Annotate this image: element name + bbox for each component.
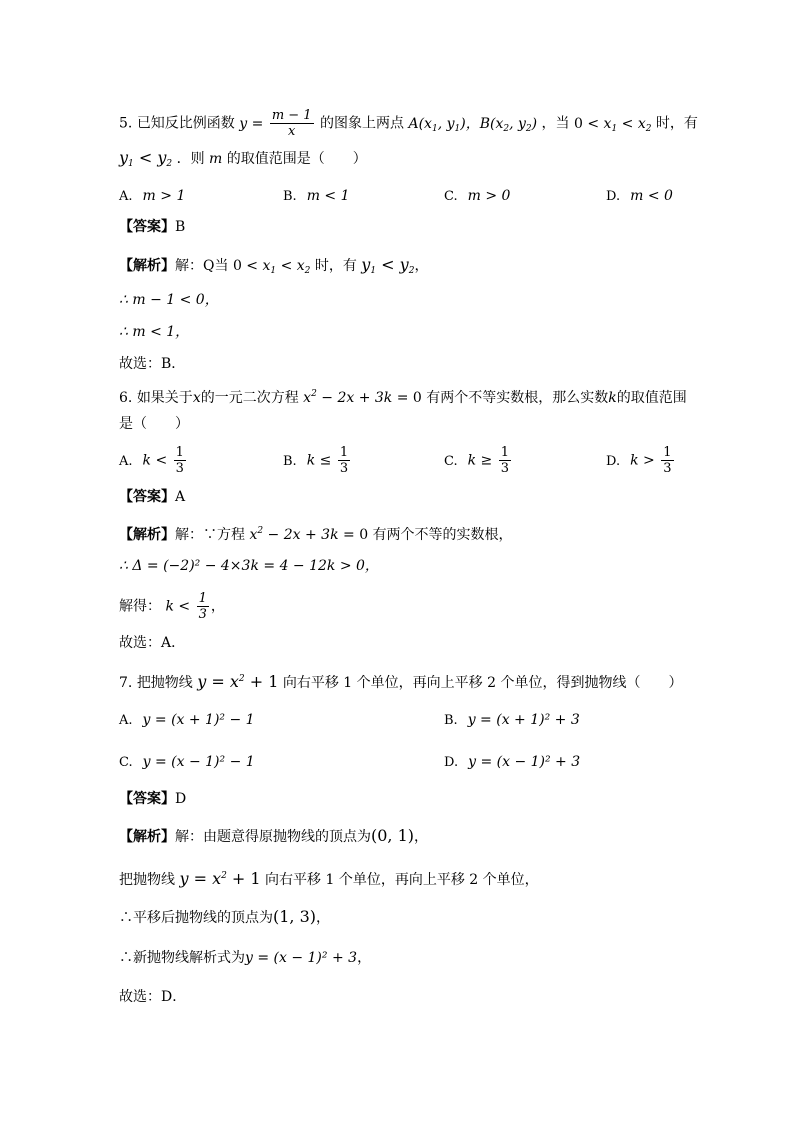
q6-stem-line2: 是（ ） bbox=[119, 416, 189, 432]
fraction-numerator: 1 bbox=[339, 445, 349, 460]
analysis-text-2: 时，有 bbox=[314, 258, 357, 274]
q7-option-b bbox=[444, 710, 580, 731]
q7-answer bbox=[119, 789, 186, 809]
q5-option-c bbox=[444, 186, 510, 207]
analysis-comma: ， bbox=[316, 910, 331, 926]
q5-conclusion: 故选：B． bbox=[119, 356, 186, 372]
q5-option-b bbox=[283, 186, 350, 207]
q7-option-a bbox=[119, 710, 255, 731]
option-label: D. bbox=[606, 189, 621, 204]
option-label: B. bbox=[444, 713, 458, 728]
option-text: y = (x − 1)² + 3 bbox=[468, 754, 581, 770]
option-label: C. bbox=[119, 755, 133, 770]
fraction-denominator: 3 bbox=[500, 461, 510, 476]
q5-fraction bbox=[270, 108, 314, 139]
fraction-numerator: 1 bbox=[175, 445, 184, 460]
fraction-denominator: 3 bbox=[198, 607, 207, 622]
q7-option-c bbox=[119, 752, 255, 773]
q7-conclusion: 故选：D． bbox=[119, 989, 187, 1005]
one-third-fraction bbox=[197, 591, 209, 622]
option-text: y = (x + 1)² + 3 bbox=[467, 712, 580, 728]
q7-parabola-ref: $y = x^2 + 1$ bbox=[179, 869, 261, 888]
q6-conclusion: 故选：A． bbox=[119, 635, 186, 651]
analysis-text: ∴新抛物线解析式为 bbox=[119, 950, 245, 966]
q6-stem-text-3: 有两个不等实数根，那么实数 bbox=[426, 390, 609, 406]
q5-point-a: $A(x_1$, $y_1$)，$B(x_2$, $y_2$) bbox=[408, 115, 538, 134]
one-third-fraction bbox=[174, 445, 186, 476]
q6-stem-text-4: 的取值范围 bbox=[616, 390, 687, 406]
analysis-comma: ， bbox=[357, 950, 372, 966]
q5-stem-text-4: 时，有 bbox=[655, 115, 698, 132]
option-label: D. bbox=[444, 755, 459, 770]
analysis-text: ∴平移后抛物线的顶点为 bbox=[119, 910, 273, 926]
q7-stem-text: 把抛物线 bbox=[136, 675, 193, 691]
one-third-fraction bbox=[661, 445, 673, 476]
q6-option-a bbox=[119, 445, 188, 476]
analysis-text-2: 向右平移 1 个单位，再向上平移 2 个单位， bbox=[265, 872, 539, 888]
fraction-denominator: 3 bbox=[339, 461, 349, 476]
q5-option-a bbox=[119, 186, 185, 207]
q6-analysis-line2: ∴ Δ = (−2)² − 4×3k = 4 − 12k > 0， bbox=[119, 558, 379, 574]
fraction-numerator: m − 1 bbox=[271, 108, 312, 123]
option-text: m > 1 bbox=[142, 188, 186, 204]
option-text: m > 0 bbox=[467, 188, 511, 204]
fraction-denominator: 3 bbox=[175, 461, 184, 476]
analysis-tag: 【解析】 bbox=[119, 829, 175, 845]
option-text: m < 1 bbox=[306, 188, 350, 204]
q7-vertex-new: (1, 3) bbox=[273, 907, 317, 926]
option-label: A. bbox=[119, 189, 133, 204]
q5-stem-text-3: ，当 bbox=[541, 115, 570, 132]
analysis-tag: 【解析】 bbox=[119, 527, 175, 543]
q7-vertex-original: (0, 1) bbox=[371, 826, 415, 845]
q7-option-d bbox=[444, 752, 580, 773]
answer-tag: 【答案】 bbox=[119, 219, 175, 235]
q7-parabola: $y = x^2 + 1$ bbox=[197, 672, 279, 691]
q6-analysis-line3 bbox=[119, 591, 225, 622]
q7-analysis-line4 bbox=[119, 948, 371, 968]
q5-analysis-cond: $0 < x_1 < x_2$ bbox=[232, 258, 311, 276]
q7-stem bbox=[119, 669, 682, 693]
q7-analysis-line2 bbox=[119, 866, 539, 890]
option-label: A. bbox=[119, 453, 133, 469]
q5-condition: $0 < x_1 < x_2$ bbox=[574, 115, 652, 134]
answer-tag: 【答案】 bbox=[119, 791, 175, 807]
q5-stem-text-2: 的图象上两点 bbox=[320, 115, 405, 132]
option-text: y = (x + 1)² − 1 bbox=[142, 712, 255, 728]
q6-var-k: k bbox=[608, 390, 617, 406]
q5-number: 5. bbox=[119, 115, 133, 132]
analysis-comma: ， bbox=[414, 258, 429, 274]
q7-analysis-line1 bbox=[119, 826, 428, 847]
q5-analysis-line2: ∴ m − 1 < 0， bbox=[119, 292, 219, 308]
option-label: B. bbox=[283, 189, 297, 204]
option-rel: k < bbox=[142, 452, 168, 469]
option-label: B. bbox=[283, 453, 297, 469]
analysis-text: 有两个不等的实数根， bbox=[372, 527, 513, 543]
fraction-denominator: 3 bbox=[663, 461, 672, 476]
analysis-comma: ， bbox=[210, 598, 225, 615]
one-third-fraction bbox=[499, 445, 511, 476]
q5-stem-text: 已知反比例函数 bbox=[136, 115, 235, 132]
analysis-tag: 【解析】 bbox=[119, 258, 175, 274]
q5-inequality: $y_1 < y_2$ bbox=[119, 148, 173, 169]
fraction-numerator: 1 bbox=[198, 591, 207, 606]
q7-new-expression: y = (x − 1)² + 3 bbox=[245, 950, 358, 966]
option-text: m < 0 bbox=[630, 188, 673, 204]
q5-stem-line2 bbox=[119, 148, 367, 174]
q6-var-x: x bbox=[192, 390, 201, 406]
answer-value: D bbox=[175, 791, 187, 807]
q6-stem-text: 如果关于 bbox=[136, 390, 193, 406]
q5-answer bbox=[119, 217, 185, 237]
q6-option-b bbox=[283, 445, 352, 476]
analysis-head: 解：∵方程 bbox=[175, 527, 245, 543]
option-label: A. bbox=[119, 713, 133, 728]
fraction-numerator: 1 bbox=[663, 445, 672, 460]
q6-analysis-equation: $x^2 - 2x + 3k = 0$ bbox=[249, 526, 369, 543]
answer-value: B bbox=[175, 219, 186, 235]
q5-stem-text-5: ．则 bbox=[176, 151, 205, 167]
q6-result-k: k < bbox=[165, 598, 191, 615]
q5-analysis-ineq: $y_1 < y_2$ bbox=[361, 255, 415, 276]
q5-var-m: m bbox=[209, 151, 223, 167]
option-label: C. bbox=[444, 189, 458, 204]
q6-option-d bbox=[606, 445, 676, 476]
fraction-denominator: x bbox=[270, 123, 314, 139]
q5-analysis-line1 bbox=[119, 255, 428, 281]
option-label: C. bbox=[444, 453, 458, 469]
q6-option-c bbox=[444, 445, 513, 476]
q7-stem-text-2: 向右平移 1 个单位，再向上平移 2 个单位，得到抛物线（ ） bbox=[282, 675, 683, 691]
q5-option-d bbox=[606, 186, 673, 207]
analysis-comma: ， bbox=[414, 829, 429, 845]
q6-number: 6. bbox=[119, 390, 133, 406]
fraction-numerator: 1 bbox=[500, 445, 510, 460]
one-third-fraction bbox=[338, 445, 350, 476]
q6-analysis-line1 bbox=[119, 521, 513, 545]
answer-value: A bbox=[175, 489, 186, 505]
analysis-text: 解得： bbox=[119, 598, 161, 615]
q6-answer bbox=[119, 487, 185, 507]
analysis-text: 解：由题意得原抛物线的顶点为 bbox=[175, 829, 371, 845]
q7-analysis-line3 bbox=[119, 907, 330, 928]
option-rel: k ≥ bbox=[467, 452, 493, 469]
analysis-text: Q当 bbox=[203, 258, 229, 274]
q6-stem-line1 bbox=[119, 384, 687, 408]
q5-analysis-line3: ∴ m < 1， bbox=[119, 324, 190, 340]
answer-tag: 【答案】 bbox=[119, 489, 175, 505]
analysis-head: 解： bbox=[175, 258, 203, 274]
q5-stem-line1 bbox=[119, 108, 698, 139]
option-label: D. bbox=[606, 453, 621, 469]
option-text: y = (x − 1)² − 1 bbox=[142, 754, 255, 770]
analysis-text: 把抛物线 bbox=[119, 872, 175, 888]
q5-stem-text-6: 的取值范围是（ ） bbox=[226, 151, 367, 167]
q6-stem-text-2: 的一元二次方程 bbox=[200, 390, 299, 406]
option-rel: k ≤ bbox=[306, 452, 332, 469]
q5-function-expr: y = $\frac{m - 1}{x}$ bbox=[239, 108, 312, 139]
q7-number: 7. bbox=[119, 675, 133, 691]
option-rel: k > bbox=[630, 452, 655, 469]
q6-equation: $x^2 - 2x + 3k = 0$ bbox=[303, 389, 422, 406]
